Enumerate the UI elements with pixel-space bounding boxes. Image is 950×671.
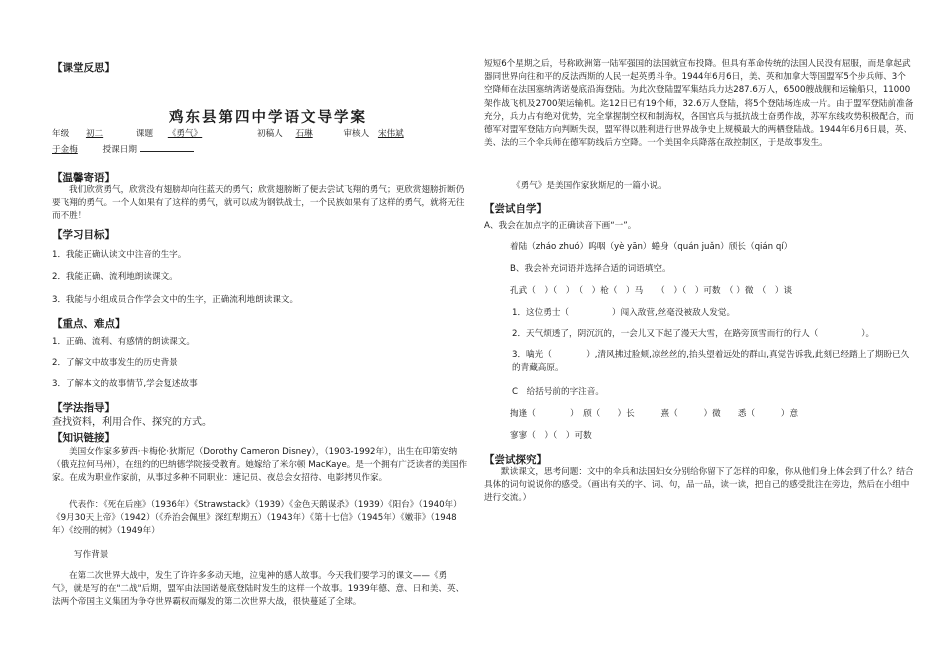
key-points-heading: 【重点、难点】 xyxy=(52,318,126,330)
fill-word: 马 xyxy=(634,286,644,296)
reviewer2-value: 于金梅 xyxy=(52,145,78,155)
fill-row: 孔武（ ）（ ） （ ）枪（ ）马 （ ）（ ）可数 （ ）微 （ ）谈 xyxy=(510,286,793,296)
meta-row-1 xyxy=(52,128,406,141)
reflection-heading: 【课堂反思】 xyxy=(52,62,115,74)
fill-word: 微 xyxy=(744,286,754,296)
question-2: 2．天气烦透了，阴沉沉的，一会儿又下起了漫天大雪，在路旁顶雪而行的行人（ ）。 xyxy=(512,329,875,339)
goal-item: 1．我能正确认读文中注音的生字。 xyxy=(52,250,187,260)
part-b: B、我会补充词语并选择合适的词语填空。 xyxy=(510,264,671,274)
char-item: 寥寥 xyxy=(510,431,528,441)
message-text: 我们欣赏勇气，欣赏没有翅膀却向往蓝天的勇气；欣赏翅膀断了便去尝试飞翔的勇气；更欣赏翅膀折断仍要飞翔的勇气。一个人如果有了这样的勇气，就可以成为钢铁战士，一个民族如果有了这样的勇气，就将无往而不胜！ xyxy=(52,185,465,222)
author-label: 初稿人 xyxy=(256,129,283,139)
intro-line: 《勇气》是美国作家狄斯尼的一篇小说。 xyxy=(512,181,667,191)
background-label: 写作背景 xyxy=(74,550,109,560)
background-paragraph: 在第二次世界大战中，发生了许许多多动天地，泣鬼神的感人故事。今天我们要学习的课文——《勇气》，就是写的在"二战"后期，盟军由法国诺曼底登陆时发生的这样一个故事。1939年德、意、日和美、英、法两个帝国主义集团为争夺世界霸权而爆发的第二次世界大战，很快蔓延了全球。 xyxy=(52,571,465,608)
fill-word: 枪 xyxy=(600,286,609,296)
fill-word: 谈 xyxy=(783,286,793,296)
fill-word: 可数 xyxy=(703,286,721,296)
char-item: 悉 xyxy=(737,409,747,419)
selfstudy-heading: 【尝试自学】 xyxy=(484,203,547,215)
author-intro-paragraph: 美国女作家多萝西·卡梅伦·狄斯尼（Dorothy Cameron Disney），（1903-1992年），出生在印第安纳（俄克拉何马州），在纽约的巴纳德学院接受教育。她嫁给了米尔顿 MacKaye。是一个拥有广泛读者的美国作家。在成为职业作家前，从事过多种不同职业：速记员、夜总会女招待、电影拷贝作家。 xyxy=(52,447,468,484)
history-paragraph: 短短6个星期之后，号称欧洲第一陆军强国的法国就宣布投降。但具有革命传统的法国人民没有屈服，而是拿起武器同世界向往和平的反法西斯的人民一起英勇斗争。1944年6月6日，美、英和加拿大等国盟军5个步兵师、3个空降师在法国塞纳湾诺曼底沿海登陆。为此次登陆盟军集结兵力达287.6万人，6500艘战舰和运输船只，11000架作战飞机及2700架运输机。迄12日已有19个师，32.6万人登陆，将5个登陆场连成一片。由于盟军登陆前准备充分，兵力占有绝对优势，完全掌握制空权和制海权，各国官兵与抵抗战士奋勇作战，苏军东线攻势积极配合，而德军对盟军登陆方向判断失误，盟军得以胜利进行世界战争史上规模最大的两栖登陆战。1944年6月6日晨，英、美、法的三个伞兵师在德军防线后方空降。一个美国伞兵降落在敌控制区，于是故事发生。 xyxy=(484,59,914,149)
topic-value: 《勇气》 xyxy=(167,129,203,139)
question-3: 3．噙光（ ）,清风拂过脸颊,凉丝丝的,抬头望着远处的群山,真觉告诉我,此刻已经踏上了期盼已久的青藏高原。 xyxy=(512,350,910,374)
explore-text: 默读课文，思考问题：文中的伞兵和法国妇女分别给你留下了怎样的印象，你从他们身上体会到了什么？结合具体的词句说说你的感受。（画出有关的字、词、句，品一品，读一读，把自己的感受批注在旁边，然后在小组中进行交流。） xyxy=(484,467,914,504)
explore-heading: 【尝试探究】 xyxy=(484,454,547,466)
char-item: 意 xyxy=(789,409,799,419)
pinyin-row-1: 掏逢（ ） 颀（ ）长 熹（ ）微 悉（ ）意 xyxy=(510,409,799,419)
goal-item: 3．我能与小组成员合作学会文中的生字，正确流利地朗读课文。 xyxy=(52,295,299,305)
char-item: 熹 xyxy=(660,409,670,419)
char-item: 掏逢 xyxy=(510,409,528,419)
char-item: 可数 xyxy=(574,431,592,441)
question-1: 1．这位勇士（ ）闯入敌营,丝毫没被敌人发觉。 xyxy=(512,308,736,318)
char-item: 微 xyxy=(712,409,721,419)
grade-value: 初二 xyxy=(85,129,104,139)
key-point-item: 3．了解本文的故事情节,学会复述故事 xyxy=(52,379,198,389)
meta-row-2 xyxy=(52,142,194,157)
knowledge-heading: 【知识链接】 xyxy=(52,432,115,444)
date-blank xyxy=(140,142,194,152)
part-c: C 给括号前的字注音。 xyxy=(512,387,604,397)
reviewer-value: 宋伟斌 xyxy=(377,129,404,139)
fill-word: 孔武 xyxy=(510,286,528,296)
method-heading: 【学法指导】 xyxy=(52,402,115,414)
pinyin-row-2: 寥寥（ ）（ ）可数 xyxy=(510,431,592,441)
method-text: 查找资料，利用合作、探究的方式。 xyxy=(52,417,212,428)
topic-label: 课题 xyxy=(135,129,154,139)
pinyin-line: 着陆（zháo zhuó）呜咽（yè yān）蜷身（quán juǎn）颀长（qián qí） xyxy=(510,242,793,252)
author-value: 石琳 xyxy=(295,129,313,139)
grade-label: 年级 xyxy=(52,129,70,139)
goal-item: 2．我能正确、流利地朗读课文。 xyxy=(52,272,178,282)
reviewer-label: 审核人 xyxy=(343,129,370,139)
page-title: 鸡东县第四中学语文导学案 xyxy=(169,109,367,126)
char-item: 颀 xyxy=(583,409,592,419)
key-point-item: 1．正确、流利、有感情的朗读课文。 xyxy=(52,337,195,347)
message-heading: 【温馨寄语】 xyxy=(52,172,115,184)
part-a: A、我会在加点字的正确读音下画“一”。 xyxy=(484,221,637,231)
char-item: 长 xyxy=(626,409,635,419)
goals-heading: 【学习目标】 xyxy=(52,229,115,241)
works-paragraph: 代表作：《死在后座》（1936年）《Strawstack》（1939）《金色天鹅谋杀》（1939）《阳台》（1940年）《9月30天上帝》（1942）（《乔治会佩里》深红犁期五）（1943年）《第十七信》（1945年）《嫩菲》（1948年）《绞刑的树》（1949年） xyxy=(52,500,462,537)
key-point-item: 2．了解文中故事发生的历史背景 xyxy=(52,358,178,368)
date-label: 授课日期 xyxy=(102,145,137,155)
